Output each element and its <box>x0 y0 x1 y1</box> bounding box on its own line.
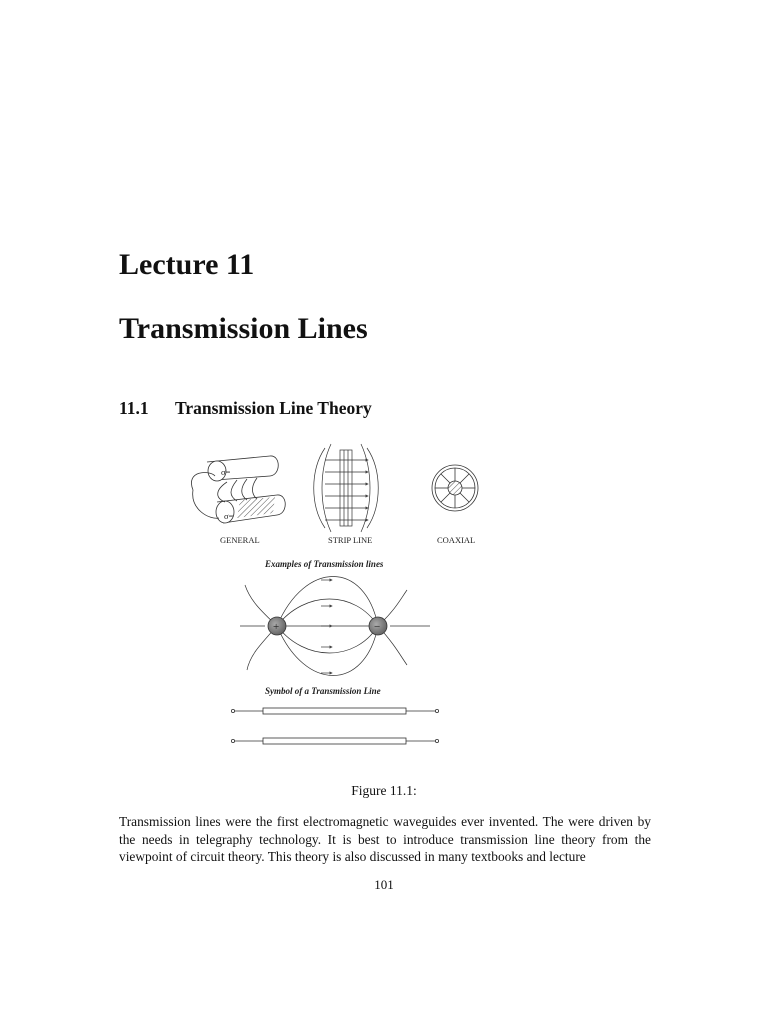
figure-caption: Figure 11.1: <box>351 783 417 798</box>
plus-sign: + <box>273 621 280 633</box>
lecture-heading: Lecture 11 <box>119 248 255 281</box>
strip-line-drawing <box>314 444 379 532</box>
general-label: GENERAL <box>220 535 260 545</box>
section-title: Transmission Line Theory <box>175 398 372 418</box>
transmission-line-symbol <box>231 708 438 744</box>
strip-line-label: STRIP LINE <box>328 535 373 545</box>
section-heading <box>119 398 372 419</box>
page-number: 101 <box>374 877 394 892</box>
coaxial-drawing <box>432 465 478 511</box>
chapter-title: Transmission Lines <box>119 312 368 345</box>
minus-sign: − <box>374 621 381 633</box>
transmission-lines-figure <box>185 440 500 755</box>
sigma-minus-label: σ= <box>224 511 234 521</box>
coaxial-label: COAXIAL <box>437 535 476 545</box>
body-paragraph: Transmission lines were the first electromagnetic waveguides ever invented. The were driven by the needs in telegraphy technology. It is best to introduce transmission line theory from the viewpoint of circuit theory. This theory is also discussed in many textbooks and lecture <box>119 814 651 865</box>
sigma-plus-label: σ= <box>221 467 231 477</box>
section-number: 11.1 <box>119 398 149 418</box>
examples-caption: Examples of Transmission lines <box>265 559 384 569</box>
symbol-caption: Symbol of a Transmission Line <box>265 686 381 696</box>
general-line-drawing <box>191 456 285 523</box>
